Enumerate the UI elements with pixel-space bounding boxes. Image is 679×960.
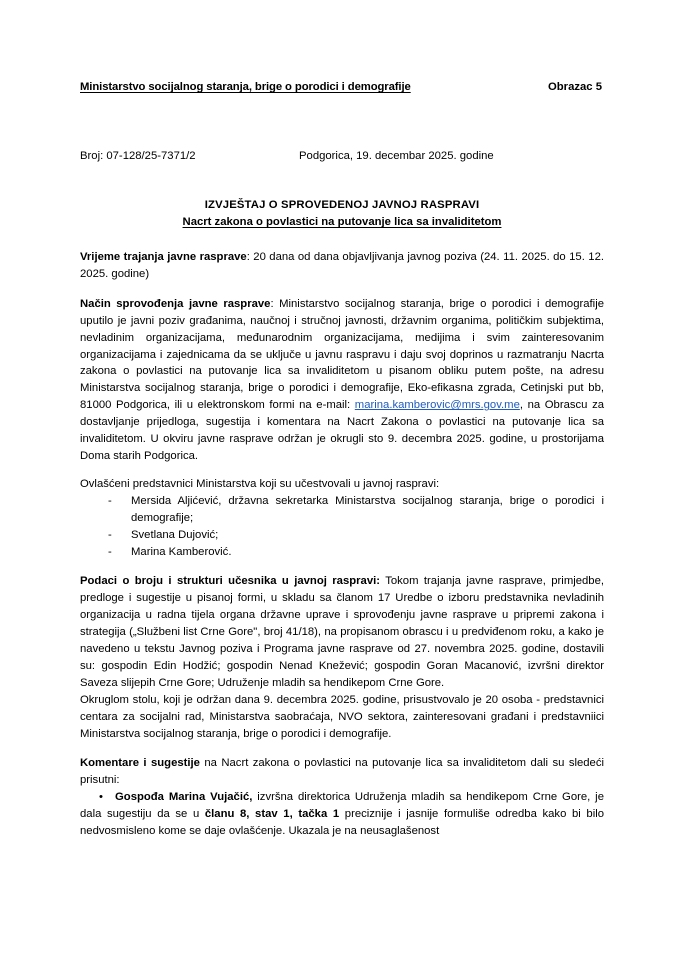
document-subtitle: Nacrt zakona o povlastici na putovanje lica sa invaliditetom bbox=[182, 216, 502, 228]
representative-name: Marina Kamberović. bbox=[131, 545, 232, 558]
list-item bbox=[80, 493, 604, 527]
dash-marker: - bbox=[108, 545, 112, 558]
section-comments bbox=[80, 755, 604, 789]
list-item bbox=[80, 527, 604, 544]
section-method-text-part2: , na Obrascu za dostavljanje prijedloga, sugestija i komentara na Nacrt Zakona o povlastici na putovanje lica sa invaliditetom. U okviru javne rasprave održan je okrugli sto 9. decembra 2025. godine, u prostorijama Doma starih Podgorica. bbox=[80, 399, 604, 462]
title-block bbox=[80, 197, 604, 231]
section-duration bbox=[80, 249, 604, 283]
comments-list bbox=[80, 789, 604, 840]
representatives-intro bbox=[80, 476, 604, 493]
ministry-name: Ministarstvo socijalnog staranja, brige o porodici i demografije bbox=[80, 81, 411, 93]
section-method-label: Način sprovođenja javne rasprave bbox=[80, 297, 271, 310]
list-item bbox=[80, 789, 604, 840]
section-participants-text: Tokom trajanja javne rasprave, primjedbe, predloge i sugestije u pisanoj formi, u skladu sa članom 17 Uredbe o izboru predstavnika nevladinih organizacija u radna tijela organa državne uprave i sprovođenju javne rasprave u pripremi zakona i strategija („Službeni list Crne Gore", broj 41/18), na propisanom obrascu i u predviđenom roku, a kako je navedeno u tekstu Javnog poziva i Programa javne rasprave od 27. novembra 2025. godine, dostavili su: gospodin Edin Hodžić; gospodin Nenad Knežević; gospodin Goran Macanović, izvršni direktor Saveza slijepih Crne Gore; Udruženje mladih sa hendikepom Crne Gore. bbox=[80, 575, 605, 689]
list-item bbox=[80, 544, 604, 561]
representatives-intro-text: Ovlašćeni predstavnici Ministarstva koji su učestvovali u javnoj raspravi: bbox=[80, 477, 440, 490]
reference-number: Broj: 07-128/25-7371/2 bbox=[80, 150, 196, 162]
document-header bbox=[80, 81, 604, 93]
contact-email-link[interactable]: marina.kamberovic@mrs.gov.me bbox=[354, 399, 520, 412]
document-body bbox=[80, 249, 604, 840]
section-roundtable bbox=[80, 692, 604, 743]
dash-marker: - bbox=[108, 528, 112, 541]
section-roundtable-text: Okruglom stolu, koji je održan dana 9. decembra 2025. godine, prisustvovalo je 20 osoba - predstavnici centara za socijalni rad, Ministarstva saobraćaja, NVO sektora, zainteresovani građani i predstavniici Ministarstva socijalnog staranja, brige o porodici i demografije. bbox=[80, 693, 604, 740]
representatives-list bbox=[80, 493, 604, 561]
representative-name: Mersida Aljićević, državna sekretarka Ministarstva socijalnog staranja, brige o porodici i demografije; bbox=[131, 494, 604, 524]
section-participants-label: Podaci o broju i strukturi učesnika u javnoj raspravi: bbox=[80, 575, 381, 588]
section-duration-label: Vrijeme trajanja javne rasprave bbox=[80, 251, 247, 263]
bullet-icon: • bbox=[99, 791, 103, 804]
section-comments-label: Komentare i sugestije bbox=[80, 757, 200, 770]
section-method bbox=[80, 296, 604, 465]
place-and-date: Podgorica, 19. decembar 2025. godine bbox=[299, 150, 494, 162]
document-title: IZVJEŠTAJ O SPROVEDENOJ JAVNOJ RASPRAVI bbox=[204, 199, 480, 211]
comment-emphasis-article: članu 8, stav 1, tačka 1 bbox=[204, 808, 340, 821]
representative-name: Svetlana Dujović; bbox=[131, 528, 219, 541]
form-number: Obrazac 5 bbox=[547, 81, 602, 93]
commenter-name: Gospođa Marina Vujačić, bbox=[115, 791, 253, 804]
section-comments-text: na Nacrt zakona o povlastici na putovanje lica sa invaliditetom dali su sledeći prisutni: bbox=[80, 757, 604, 787]
section-duration-text: : 20 dana od dana objavljivanja javnog poziva (24. 11. 2025. do 15. 12. 2025. godine) bbox=[80, 251, 604, 280]
comment-text-part1: izvršna direktorica Udruženja mladih sa hendikepom Crne Gore, je dala sugestiju da se u bbox=[80, 791, 604, 821]
section-participants bbox=[80, 573, 604, 691]
section-method-text-part1: : Ministarstvo socijalnog staranja, brige o porodici i demografije uputilo je javni poziv građanima, naučnoj i stručnoj javnosti, državnim organima, političkim subjektima, nevladinim organizacijama, međunarodnim organizacijama, medijima i svim zainteresovanim organizacijama i zajednicama da se uključe u javnu raspravu i daju svoj doprinos u razmatranju Nacrta zakona o povlastici na putovanje lica sa invaliditetom u pisanom obliku putem pošte, na adresu Ministarstva socijalnog staranja, brige o porodici i demografije, Eko-efikasna zgrada, Cetinjski put bb, 81000 Podgorica, ili u elektronskom formi na e-mail: bbox=[80, 297, 604, 412]
dash-marker: - bbox=[108, 494, 112, 507]
comment-text-part2: preciznije i jasnije formuliše odredba kako bi bilo nedvosmisleno kome se daje ovlašćenje. Ukazala je na neusaglašenost bbox=[80, 808, 604, 838]
